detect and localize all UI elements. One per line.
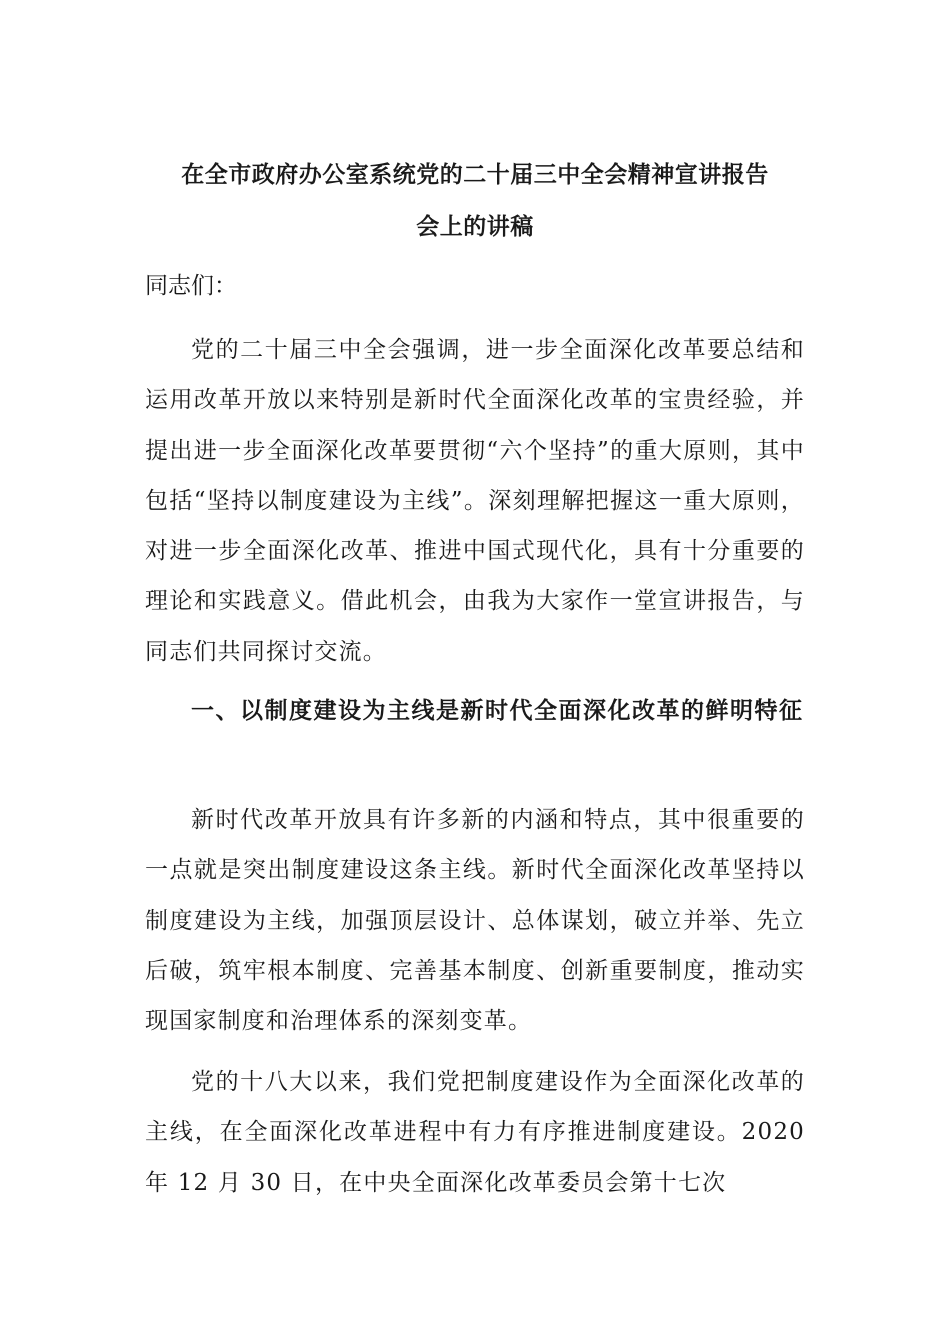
- salutation: 同志们：: [145, 273, 237, 299]
- paragraph-intro: 党的二十届三中全会强调，进一步全面深化改革要总结和运用改革开放以来特别是新时代全面深化改革的宝贵经验，并提出进一步全面深化改革要贯彻“六个坚持”的重大原则，其中包括“坚持以制度建设为主线”。深刻理解把握这一重大原则，对进一步全面深化改革、推进中国式现代化，具有十分重要的理论和实践意义。借此机会，由我为大家作一堂宣讲报告，与同志们共同探讨交流。: [145, 337, 805, 665]
- paragraph-section-1-b: 党的十八大以来，我们党把制度建设作为全面深化改革的主线，在全面深化改革进程中有力有序推进制度建设。2020 年 12 月 30 日，在中央全面深化改革委员会第十七次: [145, 1069, 805, 1196]
- paragraph-section-1-a: 新时代改革开放具有许多新的内涵和特点，其中很重要的一点就是突出制度建设这条主线。新时代全面深化改革坚持以制度建设为主线，加强顶层设计、总体谋划，破立并举、先立后破，筑牢根本制度、完善基本制度、创新重要制度，推动实现国家制度和治理体系的深刻变革。: [145, 807, 805, 1035]
- section-heading-1: 一、以制度建设为主线是新时代全面深化改革的鲜明特征: [191, 698, 804, 724]
- document-title-line-2: 会上的讲稿: [416, 214, 534, 240]
- document-title-line-1: 在全市政府办公室系统党的二十届三中全会精神宣讲报告: [181, 162, 769, 188]
